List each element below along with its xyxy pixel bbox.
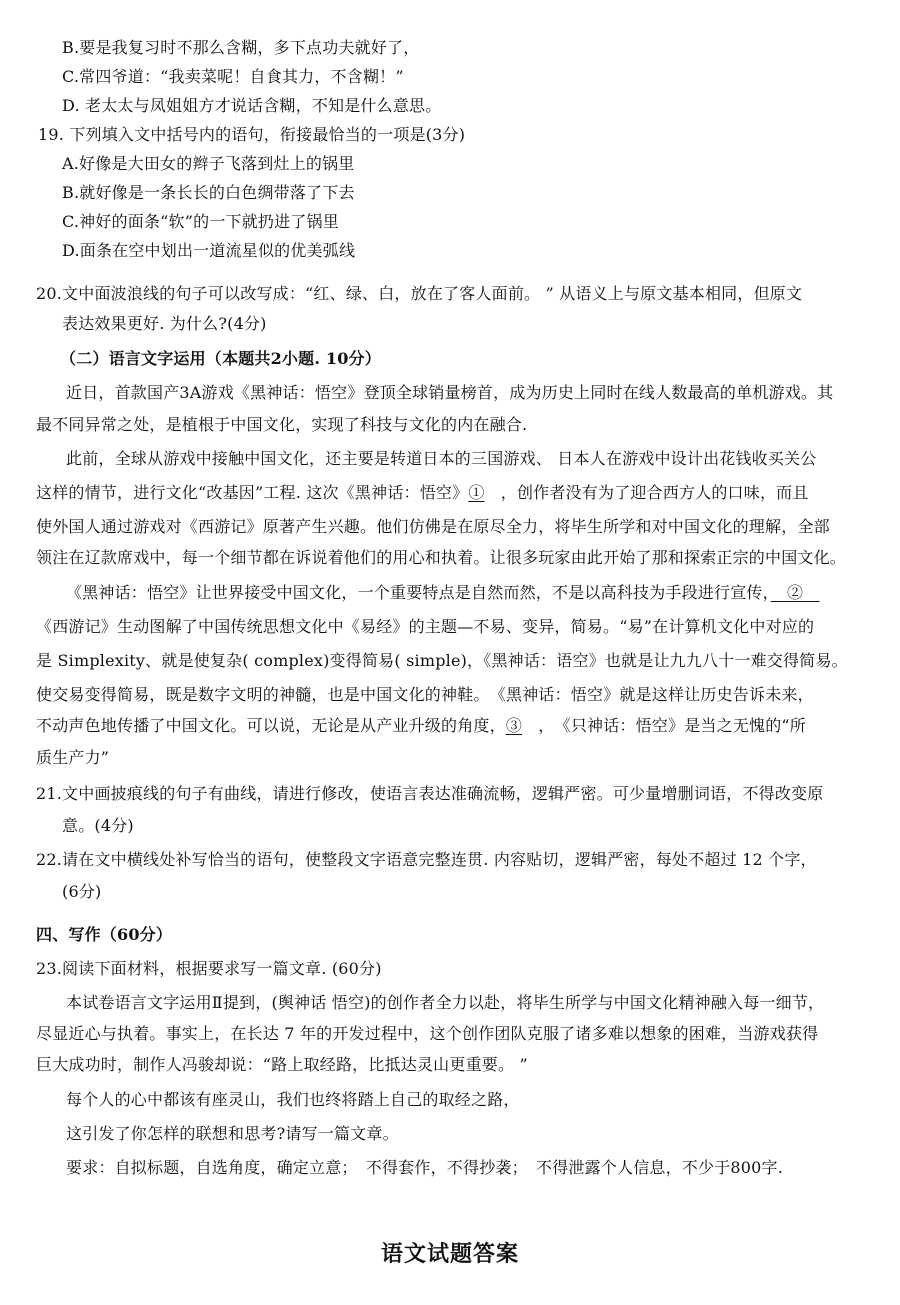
- passage-line: 此前，全球从游戏中接触中国文化，还主要是转道日本的三国游戏、 日本人在游戏中设计出花钱收买关公: [66, 449, 817, 468]
- q21-line-2: 意。(4分): [62, 816, 134, 835]
- material-line: 这引发了你怎样的联想和思考?请写一篇文章。: [66, 1124, 399, 1143]
- q23-stem: 23.阅读下面材料，根据要求写一篇文章. (60分): [36, 959, 382, 978]
- q22-line-2: (6分): [62, 882, 102, 901]
- q18-option-d: D. 老太太与凤姐姐方才说话含糊，不知是什么意思。: [62, 96, 442, 115]
- blank-3: ③: [505, 716, 523, 735]
- requirements-line: 要求：自拟标题，自选角度，确定立意； 不得套作，不得抄袭； 不得泄露个人信息，不少于800字.: [66, 1158, 784, 1177]
- passage-text: ， 《只神话：悟空》是当之无愧的“所: [538, 716, 806, 735]
- material-line: 尽显近心与执着。事实上，在长达 7 年的开发过程中，这个创作团队克服了诸多难以想象的困难，当游戏获得: [36, 1024, 819, 1043]
- passage-line: [36, 483, 809, 503]
- q20-line-1: 20.文中面波浪线的句子可以改写成：“红、绿、白，放在了客人面前。 ” 从语义上与原文基本相同，但原文: [36, 284, 803, 303]
- passage-line: [66, 583, 819, 603]
- material-line: 巨大成功时，制作人冯骏却说：“路上取经路，比抵达灵山更重要。 ”: [36, 1055, 528, 1074]
- q19-option-c: C.神好的面条“软”的一下就扔进了锅里: [62, 212, 339, 231]
- writing-heading: 四、写作（60分）: [36, 925, 173, 944]
- q19-option-d: D.面条在空中划出一道流星似的优美弧线: [62, 241, 356, 260]
- passage-line: 近日，首款国产3A游戏《黑神话：悟空》登顶全球销量榜首，成为历史上同时在线人数最高的单机游戏。其: [66, 383, 834, 402]
- section2-heading: （二）语言文字运用（本题共2小题. 10分）: [60, 349, 381, 368]
- q22-line-1: 22.请在文中横线处补写恰当的语句，使整段文字语意完整连贯. 内容贴切，逻辑严密，每处不超过 12 个字，: [36, 850, 817, 869]
- passage-text: ，创作者没有为了迎合西方人的口味，而且: [500, 483, 809, 502]
- blank-2-label: ②: [787, 583, 804, 602]
- passage-line: 最不同异常之处，是植根于中国文化，实现了科技与文化的内在融合.: [36, 415, 528, 434]
- passage-line: 质生产力”: [36, 748, 110, 767]
- passage-text: 不动声色地传播了中国文化。可以说，无论是从产业升级的角度，: [36, 716, 506, 735]
- passage-line: 《西游记》生动图解了中国传统思想文化中《易经》的主题—不易、变异，简易。“易”在计算机文化中对应的: [36, 617, 815, 636]
- q20-line-2: 表达效果更好. 为什么?(4分): [62, 314, 267, 333]
- passage-text: 《黑神话：悟空》让世界接受中国文化，一个重要特点是自然而然，不是以高科技为手段进行宣传，: [66, 583, 771, 602]
- blank-1: ①: [468, 483, 485, 502]
- passage-line: 是 Simplexity、就是使复杂( complex)变得简易( simple)，《黑神话：语空》也就是让九九八十一难交得简易。: [36, 651, 848, 670]
- q18-option-b: B.要是我复习时不那么含糊，多下点功夫就好了，: [62, 38, 420, 57]
- answer-title: 语文试题答案: [380, 1241, 519, 1267]
- passage-line: 使外国人通过游戏对《西游记》原著产生兴趣。他们仿佛是在原尽全力，将毕生所学和对中国文化的理解，全部: [36, 517, 830, 536]
- passage-line: 使交易变得简易，既是数字文明的神髓，也是中国文化的神鞋。 《黑神话：悟空》就是这样让历史告诉未来，: [36, 685, 814, 704]
- passage-text: 这样的情节，进行文化“改基因”工程. 这次《黑神话：悟空》: [36, 483, 469, 502]
- passage-line: [36, 716, 806, 736]
- q21-line-1: 21.文中画披痕线的句子有曲线，请进行修改，使语言表达准确流畅，逻辑严密。可少量增删词语，不得改变原: [36, 784, 824, 803]
- blank-2: [771, 583, 820, 602]
- q19-stem: 19. 下列填入文中括号内的语句，衔接最恰当的一项是(3分): [38, 125, 466, 144]
- q18-option-c: C.常四爷道：“我卖菜呢！自食其力，不含糊！”: [62, 67, 404, 86]
- material-line: 每个人的心中都该有座灵山，我们也终将踏上自己的取经之路，: [66, 1090, 520, 1109]
- material-line: 本试卷语言文字运用Ⅱ提到，(舆神话 悟空)的创作者全力以赴，将毕生所学与中国文化精神融入每一细节，: [66, 993, 825, 1012]
- passage-line: 领注在辽款席戏中，每一个细节都在诉说着他们的用心和执着。让很多玩家由此开始了那和探索正宗的中国文化。: [36, 548, 847, 567]
- q19-option-b: B.就好像是一条长长的白色绸带落了下去: [62, 183, 355, 202]
- q19-option-a: A.好像是大田女的辫子飞落到灶上的锅里: [62, 154, 355, 173]
